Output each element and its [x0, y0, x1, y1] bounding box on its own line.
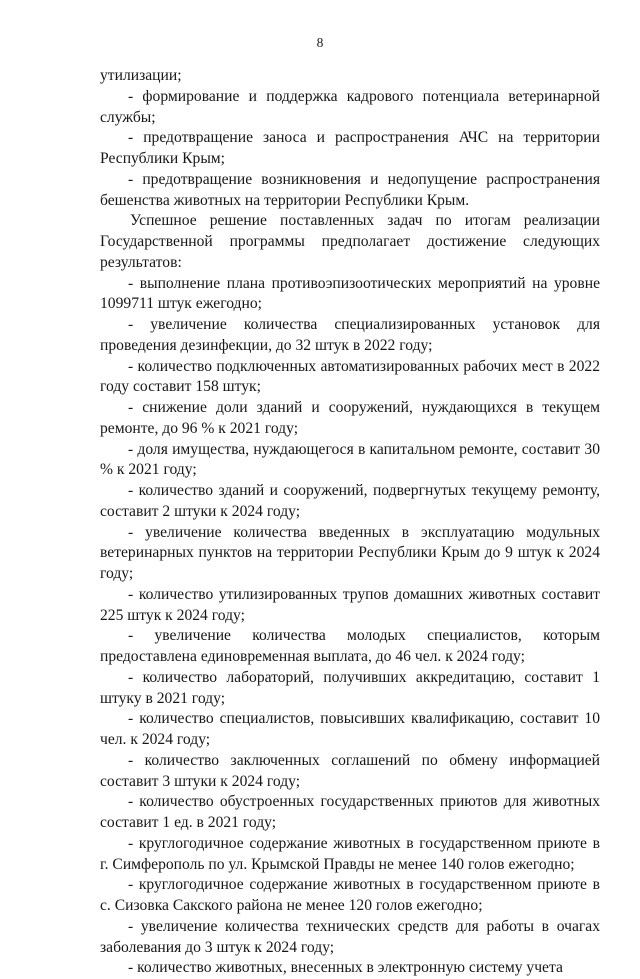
list-item: - количество специалистов, повысивших квалификацию, составит 10 чел. к 2024 году;: [100, 710, 600, 748]
list-item: - снижение доли зданий и сооружений, нуждающихся в текущем ремонте, до 96 % к 2021 году;: [100, 399, 600, 437]
page-number: 8: [316, 35, 324, 50]
list-item: - количество утилизированных трупов домашних животных составит 225 штук к 2024 году;: [100, 585, 600, 624]
list-item: - предотвращение заноса и распространения АЧС на территории Республики Крым;: [100, 129, 600, 167]
list-item: - увеличение количества технических средств для работы в очагах заболевания до 3 штук к 2024 году;: [100, 917, 600, 956]
list-item: - выполнение плана противоэпизоотических мероприятий на уровне 1099711 штук ежегодно;: [100, 274, 600, 313]
list-item: - количество заключенных соглашений по обмену информацией составит 3 штуки к 2024 году;: [100, 751, 600, 790]
list-item: - круглогодичное содержание животных в государственном приюте в с. Сизовка Сакского района не менее 120 голов ежегодно;: [100, 876, 600, 914]
paragraph: Успешное решение поставленных задач по итогам реализации Государственной программы предполагает достижение следующих результатов:: [100, 212, 600, 271]
paragraph: утилизации;: [100, 67, 182, 84]
list-item: - формирование и поддержка кадрового потенциала ветеринарной службы;: [100, 87, 600, 126]
list-item: - увеличение количества введенных в эксплуатацию модульных ветеринарных пунктов на территории Республики Крым до 9 штук к 2024 году;: [100, 523, 600, 582]
list-item: - количество обустроенных государственных приютов для животных составит 1 ед. в 2021 году;: [100, 793, 600, 831]
document-body: [100, 66, 600, 979]
list-item: - количество подключенных автоматизированных рабочих мест в 2022 году составит 158 штук;: [100, 357, 600, 396]
list-item: - доля имущества, нуждающегося в капитальном ремонте, составит 30 % к 2021 году;: [100, 440, 600, 479]
list-item: - круглогодичное содержание животных в государственном приюте в г. Симферополь по ул. Крымской Правды не менее 140 голов ежегодно;: [100, 834, 600, 873]
list-item: - увеличение количества специализированных установок для проведения дезинфекции, до 32 штук в 2022 году;: [100, 316, 600, 354]
list-item: - предотвращение возникновения и недопущение распространения бешенства животных на территории Республики Крым.: [100, 170, 600, 209]
list-item: - количество зданий и сооружений, подвергнутых текущему ремонту, составит 2 штуки к 2024 году;: [100, 482, 600, 520]
list-item: - количество лабораторий, получивших аккредитацию, составит 1 штуку в 2021 году;: [100, 668, 600, 707]
list-item: - количество животных, внесенных в электронную систему учета: [128, 959, 563, 977]
list-item: - увеличение количества молодых специалистов, которым предоставлена единовременная выплата, до 46 чел. к 2024 году;: [100, 627, 600, 665]
